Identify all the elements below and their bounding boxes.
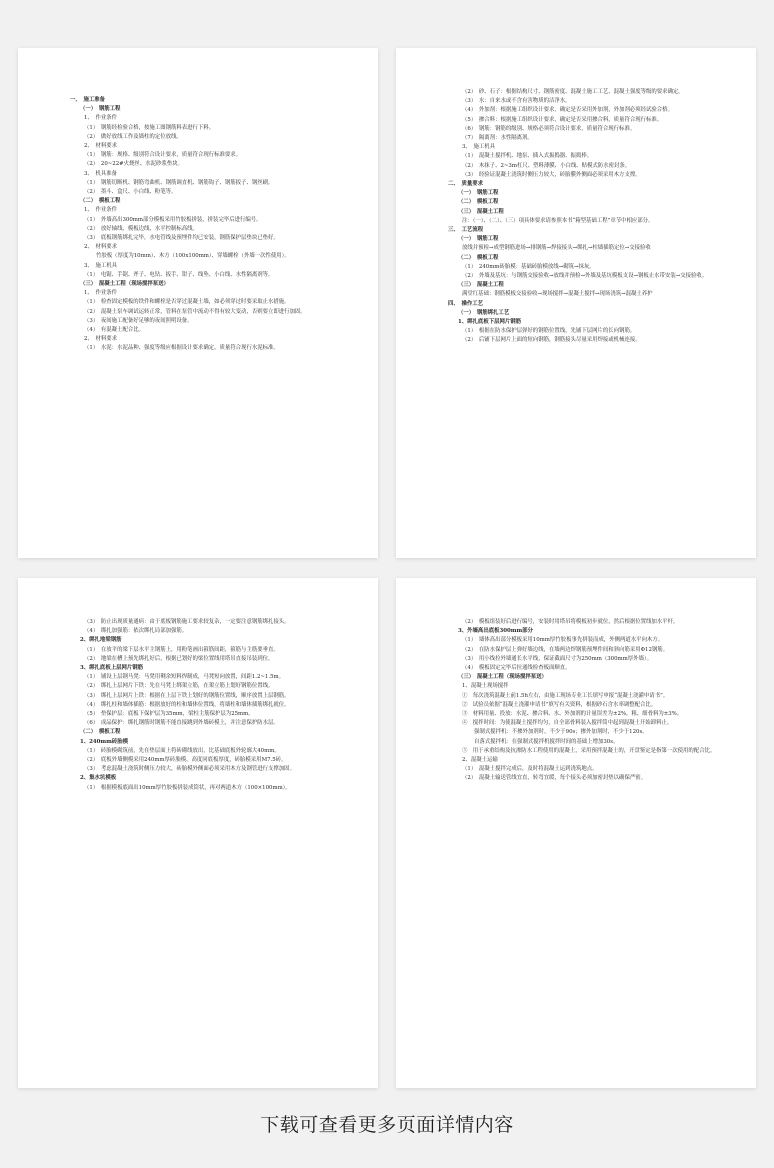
text-line: （2） 墨斗、盒尺、小白线、粉笔等。 bbox=[84, 189, 177, 196]
section-heading: （一） 钢筋绑扎工艺 bbox=[458, 309, 510, 316]
section-heading: 1、240mm砖胎模 bbox=[80, 738, 128, 745]
document-page-1 bbox=[18, 48, 378, 558]
text-line: 放线并预检→成型钢筋进场→排钢筋→焊接接头→绑扎→柱墙插筋定位→交接验收 bbox=[462, 245, 651, 252]
text-line: 自落式搅拌机：在强制式搅拌机搅拌时间的基础上增加30s。 bbox=[474, 738, 619, 745]
text-line: 3、 施工机具 bbox=[84, 262, 118, 269]
text-line: （2） 20~22#火烧丝、水泥砂浆垫块。 bbox=[84, 161, 183, 168]
text-line: （1） 砖胎模砌筑前，先在垫层面上将砖砌线放出，比基础底板外轮廓大40mm。 bbox=[84, 747, 280, 754]
section-heading: 2、绑扎地梁钢筋 bbox=[80, 637, 122, 644]
text-line: （1） 混凝土搅拌机、地泵、插入式振捣器、振捣棒。 bbox=[462, 153, 593, 160]
text-line: （1） 在放平的梁下层水平主钢筋上，用粉笔画出箍筋间距，箍筋与主筋要垂直。 bbox=[84, 646, 279, 653]
text-line: （1） 水泥：水泥品种、强度等级应根据设计要求确定，质量符合现行水泥标准。 bbox=[84, 345, 279, 352]
section-heading: 1、绑扎底板下层网片钢筋 bbox=[458, 319, 522, 326]
text-line: （6） 钢筋：钢筋的级别、规格必须符合设计要求，质量符合现行标准。 bbox=[462, 125, 636, 132]
text-line: （1） 根据在防水保护层弹好的钢筋位置线，先铺下层网片的长向钢筋。 bbox=[462, 328, 636, 335]
text-line: （4） 有混凝土配合比。 bbox=[84, 327, 145, 334]
text-line: 3、 机具准备 bbox=[84, 170, 118, 177]
section-heading: 三、 工艺流程 bbox=[448, 227, 484, 234]
text-line: （2） 混凝土泵车调试运转正常，管料在泵管中流动不得有较大变动，否则要立即进行加固。 bbox=[84, 308, 306, 315]
text-line: ③ 材料用量、投放：水泥、掺合料、水、外加剂的计量误差为±2%，粗、细骨料为±3%。 bbox=[462, 711, 683, 718]
text-line: 1、混凝土现场搅拌 bbox=[462, 683, 509, 690]
text-line: （5） 垫保护层：底板下保护层为35mm，梁柱主筋保护层为25mm。 bbox=[84, 711, 254, 718]
text-line: （1） 240mm砖胎模：基础砖胎模放线→砌筑→抹灰。 bbox=[462, 263, 595, 270]
text-line: （3） 经验证混凝土浇筑时侧压力较大，砖胎膜外侧面必须采用木方支撑。 bbox=[462, 171, 641, 178]
text-line: （3） 底板钢筋绑扎完毕，水电管线及预埋件均已安装，钢筋保护层垫块已垫好。 bbox=[84, 235, 279, 242]
text-line: （1） 钢筋：规格、级别符合设计要求，质量符合现行标准要求。 bbox=[84, 152, 242, 159]
text-line: 强制式搅拌机：不掺外加剂时，不少于90s；掺外加剂时，不少于120s。 bbox=[474, 729, 648, 736]
text-line: 注：（一）、（二）、（三）项具体要求请参照本书“箱型基础工程”章节中相应部分。 bbox=[462, 217, 654, 224]
section-heading: （二） 模板工程 bbox=[80, 729, 121, 736]
text-line: 2、混凝土运输 bbox=[462, 757, 498, 764]
text-line: （3） 用小线拉外墙通长水平线，保证截面尺寸为250mm（300mm厚外墙）。 bbox=[462, 655, 652, 662]
text-line: （2） 放好轴线、模板边线、水平控制标高线。 bbox=[84, 225, 198, 232]
text-line: （2） 混凝土输送管线宜直，转弯宜缓，每个接头必须加密封垫以确保严密。 bbox=[462, 775, 647, 782]
text-line: （3） 水：自来水或不含有害物质的洁净水。 bbox=[462, 98, 571, 105]
text-line: （1） 钢筋经检验合格，按施工图钢筋料表进行下料。 bbox=[84, 124, 215, 131]
text-line: 1、 作业条件 bbox=[84, 290, 118, 297]
section-heading: （三） 混凝土工程 bbox=[458, 282, 504, 289]
text-line: 3、 施工机具 bbox=[462, 144, 496, 151]
text-line: ⑤ 用于承重结构及抗渗防水工程使用的混凝土，采用预拌混凝土的，开盘鉴定是指第一次使用的配合比。 bbox=[462, 747, 716, 754]
text-line: 1、 作业条件 bbox=[84, 207, 118, 214]
text-line: （3） 绑扎上层网片上铁：根据在上层下铁上划好的钢筋位置线，顺序放置上层钢筋。 bbox=[84, 692, 290, 699]
text-line: （1） 混凝土搅拌完成后，及时将混凝土运到浇筑地点。 bbox=[462, 766, 598, 773]
text-line: （2） 砂、石子：根据结构尺寸、钢筋密度、混凝土施工工艺、混凝土强度等级的要求确定。 bbox=[462, 89, 684, 95]
text-line: （1） 根据模板底面出10mm厚竹胶板拼装成筒状，再对两道木方（100×100mm）。 bbox=[84, 784, 291, 791]
text-line: （4） 外加剂：根据施工组织设计要求，确定是否采用外加剂，外加剂必须经试验合格。 bbox=[462, 107, 673, 114]
document-page-4 bbox=[396, 578, 756, 1088]
text-line: （2） 做好放线工作及墙柱的定位放线。 bbox=[84, 133, 182, 140]
download-more-caption: 下载可查看更多页面详情内容 bbox=[260, 1114, 514, 1136]
section-heading: （三） 混凝土工程（现场搅拌泵送） bbox=[458, 674, 547, 681]
text-line: ① 每次浇筑混凝土前1.5h左右，由施工现场专业工长填写申报“混凝土浇灌申请书”。 bbox=[462, 692, 669, 699]
text-line: （3） 防止出现质量通病：由于底板钢筋施工要求较复杂，一定要注意钢筋绑扎接头。 bbox=[84, 619, 290, 625]
text-line: （3） 夜间施工配备好足够的夜间照明设备。 bbox=[84, 317, 193, 324]
text-line: （2） 底板外墙侧模采用240mm厚砖胎模，高度同底板厚度，砖胎模采用M7.5砖。 bbox=[84, 757, 287, 764]
text-line: （2） 外墙及基坑：与钢筋交接验收→放线并预检→外墙及基坑模板支设→钢板止水带安装→交接验收。 bbox=[462, 273, 708, 280]
section-heading: （二） 模板工程 bbox=[458, 254, 499, 261]
text-line: （2） 模板组装好后进行编号，安装时用塔吊将模板初步就位，然后根据位置线加水平杆。 bbox=[462, 619, 679, 625]
text-line: （1） 钢筋切断机、钢筋弯曲机、钢筋调直机、钢筋钩子、钢筋扳子、钢丝刷。 bbox=[84, 179, 274, 186]
section-heading: 四、 操作工艺 bbox=[448, 300, 484, 307]
text-line: 1、 作业条件 bbox=[84, 115, 118, 122]
text-line: （7） 隔离剂：水性隔离剂。 bbox=[462, 135, 533, 142]
section-heading: （二） 模板工程 bbox=[80, 198, 121, 205]
section-heading: （三） 混凝土工程（现场搅拌泵送） bbox=[80, 281, 169, 288]
text-line: （5） 掺合料：根据施工组织设计要求，确定是否采用掺合料，质量符合现行标准。 bbox=[462, 116, 663, 123]
text-line: （4） 绑扎加强筋：依次绑扎局部加强筋。 bbox=[84, 628, 188, 635]
text-line: （1） 铺设上层钢马凳：马凳用剩余短料焊制成，马凳短向放置，间距1.2~1.5m。 bbox=[84, 674, 285, 681]
text-line: （4） 模板固定完毕后拉通线检查板面顺直。 bbox=[462, 665, 571, 672]
section-heading: （三） 混凝土工程 bbox=[458, 208, 504, 215]
section-heading: 二、 质量要求 bbox=[448, 181, 484, 188]
section-heading: （一） 钢筋工程 bbox=[80, 106, 121, 113]
text-line: （2） 木抹子、2~3m杠尺、塑料薄膜、小白线、贴模式防水密封条。 bbox=[462, 162, 631, 169]
text-line: ④ 搅拌时间：为使混凝土搅拌均匀，自全部骨料装入搅拌筒中起到混凝土开始卸料止。 bbox=[462, 720, 673, 727]
section-heading: 2、集水坑模板 bbox=[80, 775, 117, 782]
text-line: （1） 检查固定模板的铁件和螺栓是否穿过混凝土墙，如必须穿过时要采取止水措施。 bbox=[84, 299, 290, 306]
text-line: （1） 墙体高出部分模板采用10mm厚竹胶板事先拼装而成，外侧两道水平向木方。 bbox=[462, 637, 664, 644]
section-heading: 3、绑扎底板上层网片钢筋 bbox=[80, 665, 144, 672]
text-line: 满堂红基础：钢筋模板交接验收→现场搅拌→混凝土搅拌→现场浇筑→混凝土养护 bbox=[462, 291, 653, 298]
section-heading: （二） 模板工程 bbox=[458, 199, 499, 206]
text-line: 2、 材料要求 bbox=[84, 143, 118, 150]
text-line: （1） 电锯、手锯、斧子、电钻、扳手、钳子、线坠、小白线、水性隔离剂等。 bbox=[84, 271, 274, 278]
section-heading: 一、 施工准备 bbox=[70, 97, 106, 103]
text-line: （2） 后铺下层网片上面的短向钢筋，钢筋接头尽量采用焊接或机械连接。 bbox=[462, 337, 641, 344]
section-heading: （一） 钢筋工程 bbox=[458, 190, 499, 197]
document-page-3 bbox=[18, 578, 378, 1088]
text-line: （2） 在防水保护层上弹好墙边线，在墙两边焊钢筋预埋件间和斜向筋采用Φ12钢筋。 bbox=[462, 646, 669, 653]
text-line: （1） 外墙高出300mm部分模板采用竹胶板拼装，拼装完毕后进行编号。 bbox=[84, 216, 262, 223]
text-line: （2） 地梁在槽上预先绑扎好后，根据已划好的梁位置线用塔吊直接吊装到位。 bbox=[84, 655, 274, 662]
text-line: 竹胶板（厚度为10mm）、木方（100x100mm）、穿墙螺栓（外墙一次性使用）。 bbox=[96, 253, 290, 260]
text-line: （4） 绑扎柱和墙体插筋：根据放好的柱和墙体位置线，将墙柱和墙体插筋绑扎就位。 bbox=[84, 701, 290, 708]
text-line: ② 试验员依据“混凝土浇灌申请书”填写有关资料，根据砂石含水率调整配合比。 bbox=[462, 701, 657, 708]
document-page-2 bbox=[396, 48, 756, 558]
section-heading: 3、外墙高出底板300mm部分 bbox=[458, 628, 533, 635]
text-line: 2、 材料要求 bbox=[84, 336, 118, 343]
text-line: （6） 成品保护：绑扎钢筋时钢筋不能直接跳到外墙砖模上，并注意保护防水层。 bbox=[84, 720, 279, 727]
text-line: （3） 考虑混凝土浇筑时侧压力较大，砖胎模外侧面必须采用木方及钢管进行支撑加固。 bbox=[84, 766, 295, 773]
section-heading: （一） 钢筋工程 bbox=[458, 236, 499, 243]
text-line: （2） 绑扎上层网片下铁：先在马凳上绑架立筋，在架立筋上划好钢筋位置线。 bbox=[84, 683, 274, 690]
text-line: 2、 材料要求 bbox=[84, 244, 118, 251]
